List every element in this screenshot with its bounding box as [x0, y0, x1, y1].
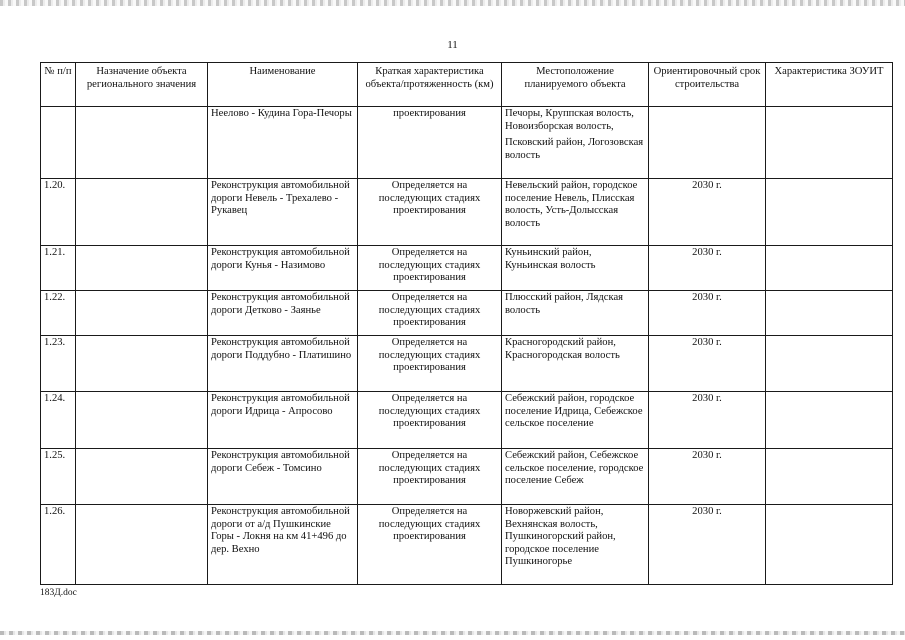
- location-part: Псковский район, Логозовская волость: [505, 137, 644, 161]
- cell-characteristic: проектирования: [358, 107, 502, 179]
- cell-location: Новоржевский район, Вехнянская волость, Пушкиногорский район, городское поселение Пушкиногорье: [502, 505, 649, 585]
- cell-zouit: [766, 449, 893, 505]
- cell-num: 1.22.: [41, 291, 76, 336]
- table-row: [41, 392, 893, 449]
- cell-location: Себежский район, Себежское сельское поселение, городское поселение Себеж: [502, 449, 649, 505]
- cell-zouit: [766, 107, 893, 179]
- cell-purpose: [76, 392, 208, 449]
- header-location: Местоположение планируемого объекта: [502, 63, 649, 107]
- cell-location: Красногородский район, Красногородская волость: [502, 336, 649, 392]
- cell-characteristic: Определяется на последующих стадиях проектирования: [358, 179, 502, 246]
- cell-name: Реконструкция автомобильной дороги Поддубно - Платишино: [208, 336, 358, 392]
- cell-purpose: [76, 179, 208, 246]
- header-characteristic: Краткая характеристика объекта/протяженность (км): [358, 63, 502, 107]
- cell-term: [649, 107, 766, 179]
- table-row: [41, 179, 893, 246]
- cell-purpose: [76, 505, 208, 585]
- cell-characteristic: Определяется на последующих стадиях проектирования: [358, 336, 502, 392]
- cell-zouit: [766, 505, 893, 585]
- scan-edge-top: [0, 0, 905, 6]
- header-num: № п/п: [41, 63, 76, 107]
- cell-characteristic: Определяется на последующих стадиях проектирования: [358, 505, 502, 585]
- cell-characteristic: Определяется на последующих стадиях проектирования: [358, 246, 502, 291]
- cell-name: Реконструкция автомобильной дороги Идрица - Апросово: [208, 392, 358, 449]
- cell-num: 1.26.: [41, 505, 76, 585]
- cell-purpose: [76, 336, 208, 392]
- cell-name: Реконструкция автомобильной дороги Кунья - Назимово: [208, 246, 358, 291]
- cell-characteristic: Определяется на последующих стадиях проектирования: [358, 449, 502, 505]
- scan-edge-bottom: [0, 631, 905, 635]
- header-purpose: Назначение объекта регионального значения: [76, 63, 208, 107]
- cell-name: Реконструкция автомобильной дороги от а/д Пушкинские Горы - Локня на км 41+496 до дер. Вехно: [208, 505, 358, 585]
- page-number: 11: [447, 39, 458, 51]
- cell-zouit: [766, 291, 893, 336]
- cell-name: Реконструкция автомобильной дороги Детково - Заянье: [208, 291, 358, 336]
- table-row: [41, 291, 893, 336]
- table-row: [41, 505, 893, 585]
- table-row: [41, 449, 893, 505]
- cell-location: [502, 107, 649, 179]
- header-zouit: Характеристика ЗОУИТ: [766, 63, 893, 107]
- header-term: Ориентировочный срок строительства: [649, 63, 766, 107]
- cell-purpose: [76, 246, 208, 291]
- cell-zouit: [766, 336, 893, 392]
- cell-num: 1.25.: [41, 449, 76, 505]
- cell-term: 2030 г.: [649, 179, 766, 246]
- cell-location: Плюсский район, Лядская волость: [502, 291, 649, 336]
- table-header-row: [41, 63, 893, 107]
- cell-zouit: [766, 246, 893, 291]
- cell-purpose: [76, 107, 208, 179]
- cell-term: 2030 г.: [649, 246, 766, 291]
- cell-zouit: [766, 179, 893, 246]
- cell-purpose: [76, 449, 208, 505]
- cell-location: Себежский район, городское поселение Идрица, Себежское сельское поселение: [502, 392, 649, 449]
- cell-num: 1.23.: [41, 336, 76, 392]
- cell-term: 2030 г.: [649, 505, 766, 585]
- cell-num: 1.21.: [41, 246, 76, 291]
- cell-term: 2030 г.: [649, 449, 766, 505]
- table-row: [41, 336, 893, 392]
- cell-term: 2030 г.: [649, 392, 766, 449]
- cell-purpose: [76, 291, 208, 336]
- cell-name: Реконструкция автомобильной дороги Невель - Трехалево - Рукавец: [208, 179, 358, 246]
- cell-term: 2030 г.: [649, 336, 766, 392]
- cell-location: Куньинский район, Куньинская волость: [502, 246, 649, 291]
- cell-num: 1.20.: [41, 179, 76, 246]
- cell-name: Неелово - Кудина Гора-Печоры: [208, 107, 358, 179]
- footer-file-name: 183Д.doc: [40, 588, 77, 598]
- cell-name: Реконструкция автомобильной дороги Себеж - Томсино: [208, 449, 358, 505]
- table-row-continuation: [41, 107, 893, 179]
- table-row: [41, 246, 893, 291]
- header-name: Наименование: [208, 63, 358, 107]
- location-part: Печоры, Круппская волость, Новоизборская волость,: [505, 108, 634, 132]
- cell-characteristic: Определяется на последующих стадиях проектирования: [358, 392, 502, 449]
- cell-location: Невельский район, городское поселение Невель, Плисская волость, Усть-Долысская волость: [502, 179, 649, 246]
- cell-characteristic: Определяется на последующих стадиях проектирования: [358, 291, 502, 336]
- cell-num: 1.24.: [41, 392, 76, 449]
- cell-term: 2030 г.: [649, 291, 766, 336]
- cell-num: [41, 107, 76, 179]
- cell-zouit: [766, 392, 893, 449]
- objects-table: [40, 62, 893, 585]
